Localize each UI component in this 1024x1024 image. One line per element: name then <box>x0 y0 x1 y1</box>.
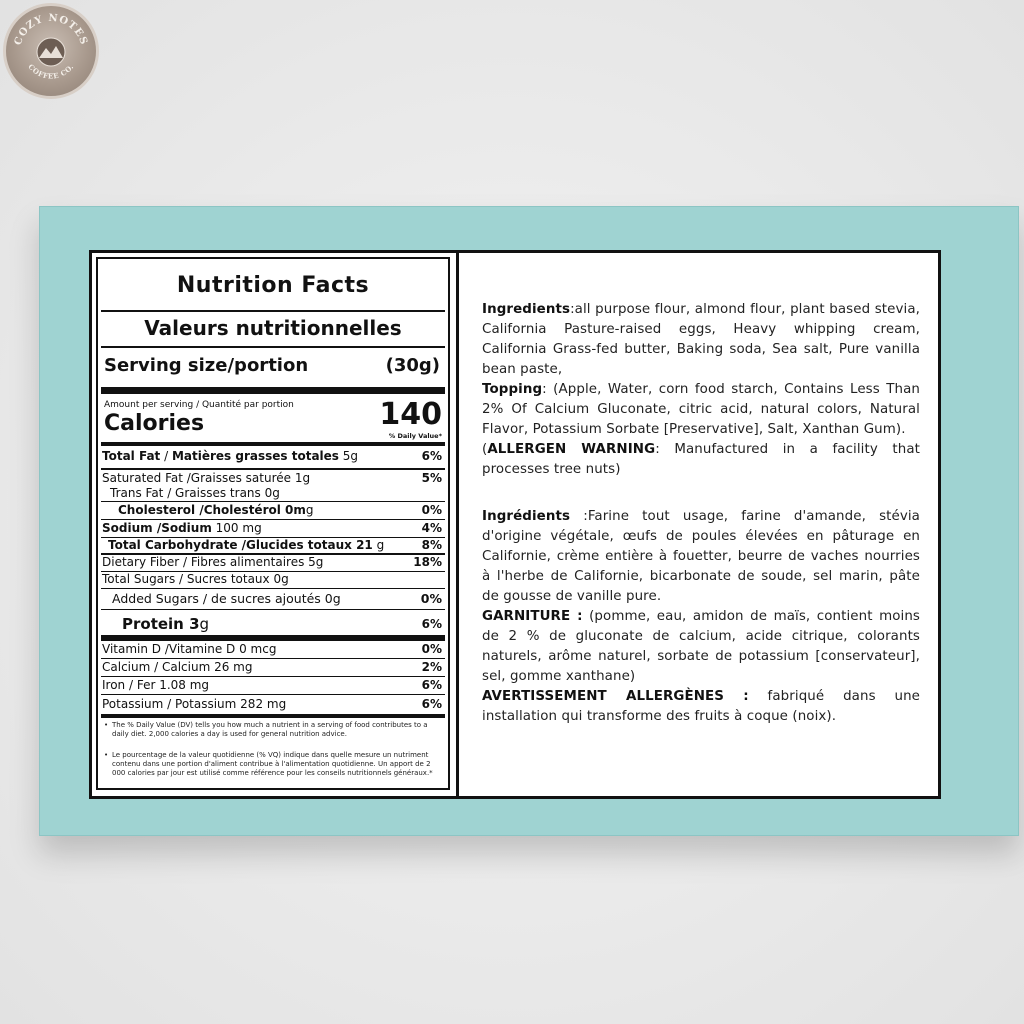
divider <box>101 676 445 677</box>
nutrient-row-sodium: Sodium /Sodium 100 mg 4% <box>102 521 442 535</box>
footnote-fr: • Le pourcentage de la valeur quotidienne (% VQ) indique dans quelle mesure un nutriment contenu dans une portion d'aliment contribue à l'alimentation quotidienne. Un apport de 2 000 calories par jour est utilisé comme référence pour les conseils nutritionnels généraux.* <box>104 751 433 777</box>
divider <box>101 310 445 312</box>
divider <box>101 694 445 695</box>
ingredients-heading: Ingredients <box>482 302 571 317</box>
divider <box>101 501 445 502</box>
thick-divider <box>101 442 445 446</box>
nutrient-row-iron: Iron / Fer 1.08 mg 6% <box>102 678 442 692</box>
allergen-heading: ALLERGEN WARNING <box>487 442 656 457</box>
footnote-en: • The % Daily Value (DV) tells you how much a nutrient in a serving of food contributes to a daily diet. 2,000 calories a day is used for general nutrition advice. <box>104 721 428 738</box>
topping-text: : (Apple, Water, corn food starch, Contains Less Than 2% Of Calcium Gluconate, citric acid, natural colors, Natural Flavor, Potassium Sorbate [Preservative], Salt, Xanthan Gum). <box>482 382 920 437</box>
nutrient-row-calcium: Calcium / Calcium 26 mg 2% <box>102 660 442 674</box>
allergen-text-fr: fabriqué dans une installation qui transforme des fruits à coque (noix). <box>482 689 920 724</box>
label-divider <box>456 253 459 796</box>
serving-size-label: Serving size/portion <box>104 355 309 376</box>
ingredients-text-fr: :Farine tout usage, farine d'amande, stévia d'origine végétale, œufs de poules élevées en pâturage en Californie, crème entière à fouetter, beurre de vaches nourries à l'herbe de Californie, bicarbonate de soude, sel marin, pâte de gousse de vanille pure. <box>482 509 920 604</box>
logo-bottom-text: COFFEE CO. <box>26 62 76 81</box>
nutrient-row-cholesterol: Cholesterol /Cholestérol 0mg 0% <box>118 503 442 517</box>
nutrition-facts-panel <box>96 257 450 790</box>
nutrient-row-total-carbohydrate: Total Carbohydrate /Glucides totaux 21 g 8% <box>108 538 442 552</box>
nutrient-row-saturated-fat: Saturated Fat /Graisses saturée 1g 5% <box>102 471 442 485</box>
nutrition-title-fr: Valeurs nutritionnelles <box>144 316 402 340</box>
daily-value-header: % Daily Value* <box>388 432 442 440</box>
ingredients-french <box>482 507 920 727</box>
brand-logo <box>3 3 99 99</box>
nutrient-row-dietary-fiber: Dietary Fiber / Fibres alimentaires 5g 18% <box>102 555 442 569</box>
allergen-heading-fr: AVERTISSEMENT ALLERGÈNES : <box>482 689 749 704</box>
product-label <box>89 250 941 799</box>
divider <box>101 609 445 610</box>
nutrient-row-protein: Protein 3g 6% <box>122 615 442 633</box>
amount-per-serving: Amount per serving / Quantité par portion <box>104 400 294 410</box>
ingredients-english: Ingredients:all purpose flour, almond flour, plant based stevia, California Pasture-raised eggs, Heavy whipping cream, California Grass-fed butter, Baking soda, Sea salt, Pure vanilla bean paste, Topping: (Apple, Water, corn food starch, Contains Less Than 2% Of Calcium Gluconate, citric acid, natural colors, Natural Flavor, Potassium Sorbate [Preservative], Salt, Xanthan Gum). (ALLERGEN WARNING: Manufactured in a facility that processes tree nuts) <box>482 302 920 477</box>
allergen-text: : Manufactured in a facility that processes tree nuts) <box>482 442 920 477</box>
divider <box>101 346 445 348</box>
divider <box>101 658 445 659</box>
calories-value: 140 <box>379 397 442 432</box>
serving-size-value: (30g) <box>385 355 440 376</box>
thick-divider <box>101 635 445 641</box>
ingredients-heading-fr: Ingrédients <box>482 509 571 524</box>
thick-divider <box>101 714 445 718</box>
garniture-heading: GARNITURE : <box>482 609 583 624</box>
nutrient-row-total-fat: Total Fat / Matières grasses totales 5g 6% <box>102 449 442 463</box>
calories-label: Calories <box>104 411 205 436</box>
divider <box>101 519 445 520</box>
topping-heading: Topping <box>482 382 543 397</box>
logo-top-text: COZY NOTES <box>12 12 90 47</box>
divider <box>101 468 445 470</box>
logo-emblem-icon <box>6 6 96 96</box>
thick-divider <box>101 387 445 394</box>
nutrient-row-total-sugars: Total Sugars / Sucres totaux 0g <box>102 572 289 586</box>
divider <box>101 588 445 589</box>
nutrition-title-en: Nutrition Facts <box>176 273 370 298</box>
nutrient-row-added-sugars: Added Sugars / de sucres ajoutés 0g 0% <box>112 591 442 606</box>
garniture-text: (pomme, eau, amidon de maïs, contient moins de 2 % de gluconate de calcium, acide citrique, colorants naturels, arôme naturel, sorbate de potassium [conservateur], sel, gomme xanthane) <box>482 609 921 684</box>
nutrient-row-trans-fat: Trans Fat / Graisses trans 0g <box>110 486 280 500</box>
nutrient-row-potassium: Potassium / Potassium 282 mg 6% <box>102 697 442 711</box>
ingredients-text: :all purpose flour, almond flour, plant based stevia, California Pasture-raised eggs, Heavy whipping cream, California Grass-fed butter, Baking soda, Sea salt, Pure vanilla bean paste, <box>482 302 920 377</box>
nutrient-row-vitamin-d: Vitamin D /Vitamine D 0 mcg 0% <box>102 642 442 656</box>
